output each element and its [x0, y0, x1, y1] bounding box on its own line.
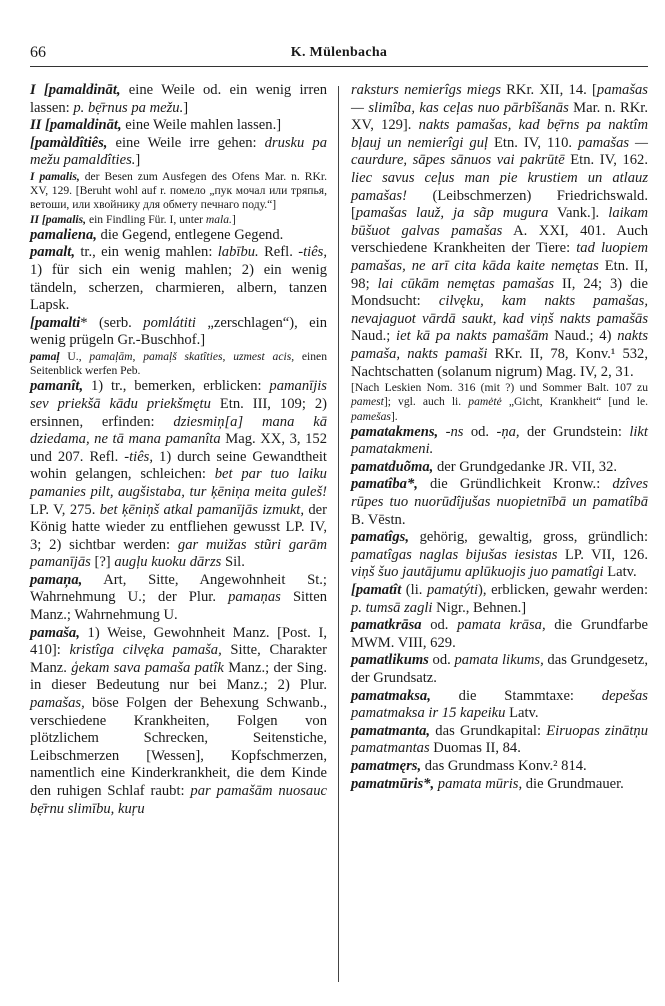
entry-text: RKr. XII, 14. [	[500, 82, 597, 98]
example-text: dziesmiņ[a] mana kā dziedama, ne tā mana pamanîta	[30, 413, 327, 448]
entry-text: 1) für sich ein wenig mahlen; 2) ein wenig tändeln, scherzen, charmieren, albern, tanzen Lapsk.	[30, 261, 327, 314]
entry-headword: pamanît,	[30, 378, 84, 395]
entry-text: (Leibschmerzen) Friedrichswald. [	[351, 187, 648, 222]
entry-headword: [pamatît	[351, 582, 402, 599]
example-text: Eiruopas zinātņu pamatmantas	[351, 722, 648, 757]
entry-text: das Grundgesetz, der Grundsatz.	[351, 652, 648, 687]
example-text: augļu kuoku dārzs	[114, 554, 222, 571]
entry-text: Sil.	[221, 554, 245, 571]
entry-headword: II [pamalis,	[30, 212, 87, 226]
entry-headword: pamatmanta,	[351, 722, 431, 739]
entry-headword: I pamalis,	[30, 169, 80, 183]
running-title: K. Mülenbacha	[290, 45, 388, 60]
example-text: p. bẹ̄rnus pa mežu.	[73, 99, 184, 116]
example-text: likt pamatakmeni.	[351, 423, 648, 458]
example-text: dzîves rūpes tuo nuorūdîjušas nuopietnībā un pamatîbā	[351, 476, 648, 511]
example-text: cilvęku, kam nakts pamašas, nevajaguot vārdā saukt, kad viņš nakts pamašās	[351, 293, 648, 327]
dictionary-entry	[351, 688, 648, 723]
entry-text: Refl.	[258, 244, 299, 261]
entry-text: Naud.; 4)	[548, 328, 618, 345]
entry-text: [?]	[90, 554, 115, 571]
entry-text: ), erblicken, gewahr werden:	[478, 582, 648, 599]
entry-text: das Grundkapital:	[430, 722, 547, 739]
entry-headword: pamatîba*,	[351, 476, 418, 493]
entry-text: „zerschlagen“), ein wenig prügeln Gr.-Buschhof.]	[30, 314, 327, 349]
entry-text: eine Weile mahlen lassen.]	[121, 117, 282, 134]
dictionary-entry	[351, 459, 648, 477]
dictionary-entry	[30, 227, 327, 245]
dictionary-entry	[351, 758, 648, 776]
entry-text: LP. V, 275.	[30, 501, 100, 518]
entry-text: die Gründlichkeit Kronw.:	[417, 476, 613, 493]
example-text: -ņa,	[496, 423, 520, 440]
entry-text: tr., ein wenig mahlen:	[75, 244, 218, 261]
entry-text: die Grundfarbe MWM. VIII, 629.	[351, 617, 648, 651]
entry-text: Etn. II, 98;	[351, 257, 648, 292]
entry-text: II, 24; 3) die Mondsucht:	[351, 275, 648, 310]
entry-headword: pamaņa,	[30, 571, 83, 588]
example-text: mala.	[205, 212, 232, 226]
entry-text: 1) durch seine Gewandtheit wohin gelangen, schleichen:	[30, 448, 327, 483]
example-text: -tiês,	[124, 448, 154, 465]
example-text: laikam būšuot galvas pamašas	[351, 205, 649, 239]
entry-text: 1) tr., bemerken, erblicken:	[83, 378, 270, 395]
example-text: pamašas — caurdure, sāpes sānuos vai pakrūtē	[351, 134, 649, 169]
entry-headword: [pamàldîtiês,	[30, 134, 108, 151]
dictionary-entry	[30, 572, 327, 625]
entry-headword: pamatakmens,	[351, 423, 439, 440]
entry-text: gehörig, gewaltig, gross, gründlich:	[408, 529, 648, 546]
entry-text: der Grundgedanke JR. VII, 32.	[433, 458, 618, 475]
example-text: -tiês,	[298, 244, 327, 261]
entry-text: ]	[183, 99, 189, 116]
entry-text: eine Weile irre gehen:	[107, 134, 265, 151]
entry-text: ]	[135, 152, 141, 169]
example-text: pamest	[351, 395, 384, 409]
entry-text: Vank.].	[548, 205, 609, 222]
entry-text: od.	[421, 617, 458, 634]
entry-text: ]	[231, 212, 236, 226]
entry-text: die Stammtaxe:	[430, 687, 602, 704]
entry-headword: pamatlikums	[351, 652, 429, 669]
entry-text: ein Findling Für. I, unter	[86, 212, 206, 226]
example-text: par pamašām nuosauc bẹ̄rnu slimību, kuŗu	[30, 783, 327, 817]
entry-text: Manz.; der Sing. in dieser Bedeutung nur bei Manz.; 2) Plur.	[30, 659, 327, 694]
entry-headword: pamatîgs,	[351, 529, 409, 546]
example-text: lai cūkām nemętas pamašas	[377, 275, 555, 292]
entry-text: B. Vēstn.	[351, 511, 406, 528]
entry-text: die Grundmauer.	[522, 775, 624, 792]
entry-headword: pamalt,	[30, 244, 75, 261]
entry-text: ].	[390, 409, 398, 423]
example-text: raksturs nemierîgs miegs	[351, 82, 501, 98]
entry-headword: pamatmaksa,	[351, 687, 431, 704]
example-text: pamata mūris,	[437, 775, 523, 792]
example-text: ģekam sava pamaša patîk	[71, 659, 224, 676]
entry-text: das Grundmass Konv.² 814.	[421, 757, 587, 774]
entry-text: Latv.	[603, 564, 637, 581]
entry-text: Naud.;	[351, 328, 397, 345]
entry-text: 1) Weise, Gewohnheit Manz. [Post. I, 410]:	[30, 624, 327, 659]
entry-headword: pamatkrāsa	[351, 617, 422, 634]
page-number: 66	[30, 44, 46, 61]
right-column	[351, 82, 648, 793]
dictionary-entry	[351, 617, 648, 652]
example-text: nakts pamaša, nakts pamaši	[351, 328, 648, 362]
example-text: -ns	[445, 423, 464, 440]
example-text: labību.	[217, 244, 259, 261]
dictionary-entry	[30, 315, 327, 350]
example-text: drusku pa mežu pamaldîties.	[30, 134, 327, 169]
example-text: pamanījis sev priekšā kādu priekšmętu	[30, 378, 327, 412]
example-text: pamaņas	[228, 589, 281, 606]
entry-text: der Grundstein:	[519, 423, 630, 440]
entry-headword: II [pamaldināt,	[30, 117, 122, 134]
entry-text: die Gegend, entlegene Gegend.	[96, 226, 284, 243]
dictionary-entry	[30, 244, 327, 314]
entry-text: Art, Sitte, Angewohnheit St.; Wahrnehmung U.; der Plur.	[30, 571, 327, 606]
entry-headword: pamaļ	[30, 349, 60, 363]
page-header	[30, 44, 648, 67]
example-text: p. tumsā zagli	[351, 599, 433, 616]
dictionary-entry	[30, 213, 327, 227]
dictionary-entry	[351, 381, 648, 424]
dictionary-entry	[351, 476, 648, 529]
entry-text: böse Folgen der Behexung Schwanb., verschiedene Krankheiten, Folgen von plötzlichem Schrecken, Seitenstiche, Leibschmerzen [Wessen], Kopfschmerzen, namentlich eine Kinderkrankheit, die dem Kinde den ruhigen Schlaf raubt:	[30, 695, 327, 799]
example-text: bet ķēniņš atkal pamanījās izmukt,	[99, 501, 304, 518]
entry-text: Etn. IV, 162.	[564, 152, 648, 169]
example-text: liec savus ceļus man pie krustiem un atlauz pamašas!	[351, 169, 648, 204]
dictionary-entry	[30, 170, 327, 213]
entry-text: Mag. XX, 3, 152 und 207. Refl.	[30, 431, 327, 465]
example-text: pamašas lauž, ja sãp mugura	[355, 205, 549, 222]
entry-headword: pamaša,	[30, 624, 80, 641]
dictionary-entry	[30, 135, 327, 170]
entry-text: ]; vgl. auch li.	[383, 395, 469, 409]
entry-headword: I [pamaldināt,	[30, 82, 121, 98]
entry-text: Etn. IV, 110.	[488, 134, 578, 151]
entry-text: Latv.	[505, 705, 539, 722]
example-text: pamatîgas naglas bijušas iesistas	[351, 546, 558, 563]
example-text: depešas pamatmaksa ir 15 kapeiku	[351, 687, 648, 722]
dictionary-entry	[351, 776, 648, 794]
entry-text: Nigr., Behnen.]	[432, 599, 527, 616]
column-divider	[338, 86, 339, 982]
example-text: gar muižas stũri garām pamanījās	[30, 536, 327, 571]
entry-headword: [pamalti	[30, 314, 81, 331]
example-text: pamata krāsa,	[457, 617, 546, 634]
entry-headword: pamatmęrs,	[351, 757, 422, 774]
dictionary-entry	[351, 529, 648, 582]
example-text: pamašas,	[30, 695, 85, 712]
entry-text	[438, 424, 445, 440]
left-column	[30, 82, 327, 818]
entry-text: Etn. III, 109; 2) ersinnen, erfinden:	[30, 395, 327, 430]
entry-text: Duomas II, 84.	[429, 740, 521, 757]
entry-text: U.,	[59, 349, 90, 363]
entry-text: der König hatte wieder zu entfliehen gewusst LP. IV, 3; 2) sichtbar werden:	[30, 501, 327, 553]
example-text: tad luopiem pamašas, ne arī cita kāda kaite nemętas	[351, 240, 648, 274]
entry-text: od.	[428, 652, 455, 669]
entry-text: od.	[463, 423, 497, 440]
entry-text: Sitten Manz.; Wahrnehmung U.	[30, 589, 327, 624]
entry-text: RKr. II, 78, Konv.¹ 532, Nachtschatten (solanum nigrum) Mag. IV, 2, 31.	[351, 345, 648, 380]
entry-text: [Nach Leskien Nom. 316 (mit ?) und Sommer Balt. 107 zu	[351, 381, 648, 395]
example-text: pamešas	[351, 409, 391, 423]
entry-text: „Gicht, Krankheit“ [und le.	[501, 395, 648, 409]
dictionary-entry	[30, 82, 327, 117]
entry-text: der Besen zum Ausfegen des Ofens Mar. n. RKr. XV, 129. [Beruht wohl auf r. помело „пук мочал или тряпья, ветоши, или хвойнику для обмету печнаго поду.“]	[30, 169, 328, 212]
example-text: viņš šuo jautājumu aplūkuojis juo pamatîgi	[351, 564, 604, 581]
example-text: pamašas — slimîba, kas ceļas nuo pārbîšanās	[351, 82, 648, 116]
entry-headword: pamatduõma,	[351, 458, 434, 475]
dictionary-entry	[351, 582, 648, 617]
entry-text: (li.	[401, 582, 427, 599]
dictionary-entry	[30, 625, 327, 819]
entry-text: Sitte, Charakter Manz.	[30, 642, 327, 676]
entry-text: Mar. n. RKr. XV, 129].	[351, 99, 648, 134]
dictionary-entry	[351, 424, 648, 459]
dictionary-entry	[30, 378, 327, 572]
entry-text: A. XXI, 401. Auch verschiedene Krankheiten der Tiere:	[351, 222, 649, 257]
example-text: pomlátiti	[143, 314, 196, 331]
entry-text: * (serb.	[80, 314, 144, 331]
entry-text: LP. VII, 126.	[557, 546, 648, 563]
entry-text: eine Weile od. ein wenig irren lassen:	[30, 82, 327, 116]
dictionary-entry	[351, 723, 648, 758]
dictionary-entry	[351, 82, 648, 381]
example-text: pamatýti	[426, 582, 479, 599]
example-text: bet par tuo laiku pamanies pilt, augšistaba, tur ķēniņa meita guleš!	[30, 466, 327, 500]
dictionary-entry	[30, 117, 327, 135]
example-text: pamaļām, pamaļš skatîties, uzmest acis,	[89, 349, 295, 363]
example-text: pamata likums,	[454, 652, 544, 669]
entry-text: einen Seitenblick werfen Peb.	[30, 349, 328, 378]
example-text: iet kā pa nakts pamašām	[396, 328, 549, 345]
dictionary-entry	[351, 652, 648, 687]
example-text: kristîga cilvęka pamaša,	[69, 642, 222, 659]
dictionary-entry	[30, 350, 327, 378]
example-text: pamėtė	[468, 395, 502, 409]
example-text: nakts pamašas, kad bẹ̄rns pa naktîm bļauj un nemierîgi guļ	[351, 117, 648, 151]
entry-headword: pamaliena,	[30, 226, 97, 243]
entry-headword: pamatmūris*,	[351, 775, 435, 792]
